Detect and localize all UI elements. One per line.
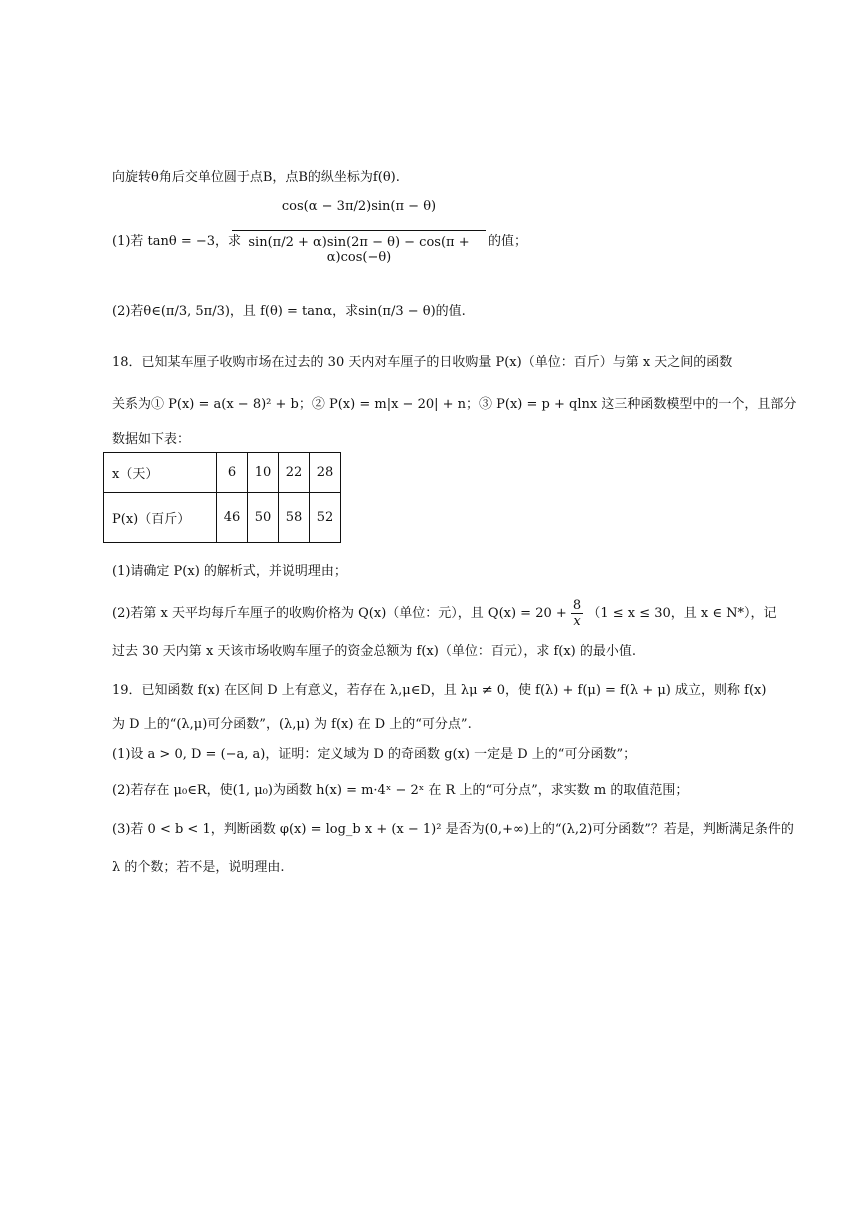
- q17-intro: 向旋转θ角后交单位圆于点B，点B的纵坐标为f(θ).: [112, 170, 400, 185]
- table-row: [104, 453, 341, 493]
- q18-data-table: [103, 452, 341, 543]
- table-cell: 50: [248, 493, 279, 543]
- q18-part2-text-a: (2)若第 x 天平均每斤车厘子的收购价格为 Q(x)（单位：元），且 Q(x) = 20 +: [112, 606, 567, 621]
- q19-part3-line1: (3)若 0 < b < 1，判断函数 φ(x) = log_b x + (x − 1)² 是否为(0,+∞)上的“(λ,2)可分函数”？若是，判断满足条件的: [112, 822, 794, 837]
- table-cell: 46: [217, 493, 248, 543]
- table-cell: 52: [310, 493, 341, 543]
- table-row: [104, 493, 341, 543]
- q18-stem-line2: 关系为① P(x) = a(x − 8)² + b；② P(x) = m|x − 20| + n；③ P(x) = p + qlnx 这三种函数模型中的一个，且部分: [112, 397, 797, 412]
- table-cell: 22: [279, 453, 310, 493]
- q18-stem-line3: 数据如下表：: [112, 432, 191, 447]
- fraction-bar: [232, 230, 486, 231]
- q18-part2-fraction: [571, 598, 583, 629]
- q17-part1-denominator: sin(π/2 + α)sin(2π − θ) − cos(π + α)cos(−θ): [248, 235, 470, 265]
- table-cell: 10: [248, 453, 279, 493]
- q19-stem-line1: 19．已知函数 f(x) 在区间 D 上有意义，若存在 λ,μ∈D，且 λμ ≠ 0，使 f(λ) + f(μ) = f(λ + μ) 成立，则称 f(x): [112, 683, 767, 698]
- table-cell: 6: [217, 453, 248, 493]
- table-cell: 28: [310, 453, 341, 493]
- fraction-denominator: x: [573, 614, 581, 629]
- q19-stem-line2: 为 D 上的“(λ,μ)可分函数”，(λ,μ) 为 f(x) 在 D 上的“可分点”.: [112, 717, 472, 732]
- q18-part2-line1: [112, 598, 777, 629]
- row-label-x: x（天）: [104, 453, 217, 493]
- q18-part1: (1)请确定 P(x) 的解析式，并说明理由；: [112, 564, 347, 579]
- q19-part1: (1)设 a > 0, D = (−a, a)，证明：定义域为 D 的奇函数 g(x) 一定是 D 上的“可分函数”；: [112, 747, 637, 762]
- fraction-numerator: 8: [572, 598, 582, 613]
- table-cell: 58: [279, 493, 310, 543]
- q18-stem-line1: 18．已知某车厘子收购市场在过去的 30 天内对车厘子的日收购量 P(x)（单位：百斤）与第 x 天之间的函数: [112, 355, 733, 370]
- q19-part2: (2)若存在 μ₀∈R，使(1, μ₀)为函数 h(x) = m·4ˣ − 2ˣ 在 R 上的“可分点”，求实数 m 的取值范围；: [112, 783, 689, 798]
- q17-part1-numerator: cos(α − 3π/2)sin(π − θ): [281, 199, 437, 214]
- q17-part1-suffix: 的值；: [488, 234, 528, 249]
- q18-part2-line2: 过去 30 天内第 x 天该市场收购车厘子的资金总额为 f(x)（单位：百元），求 f(x) 的最小值.: [112, 644, 637, 659]
- q17-part1-prefix: (1)若 tanθ = −3，求: [112, 234, 242, 249]
- q17-part2: (2)若θ∈(π/3, 5π/3)，且 f(θ) = tanα，求sin(π/3 − θ)的值.: [112, 304, 466, 319]
- q18-part2-text-b: （1 ≤ x ≤ 30，且 x ∈ N*），记: [587, 606, 777, 621]
- q19-part3-line2: λ 的个数；若不是，说明理由.: [112, 860, 285, 875]
- row-label-p: P(x)（百斤）: [104, 493, 217, 543]
